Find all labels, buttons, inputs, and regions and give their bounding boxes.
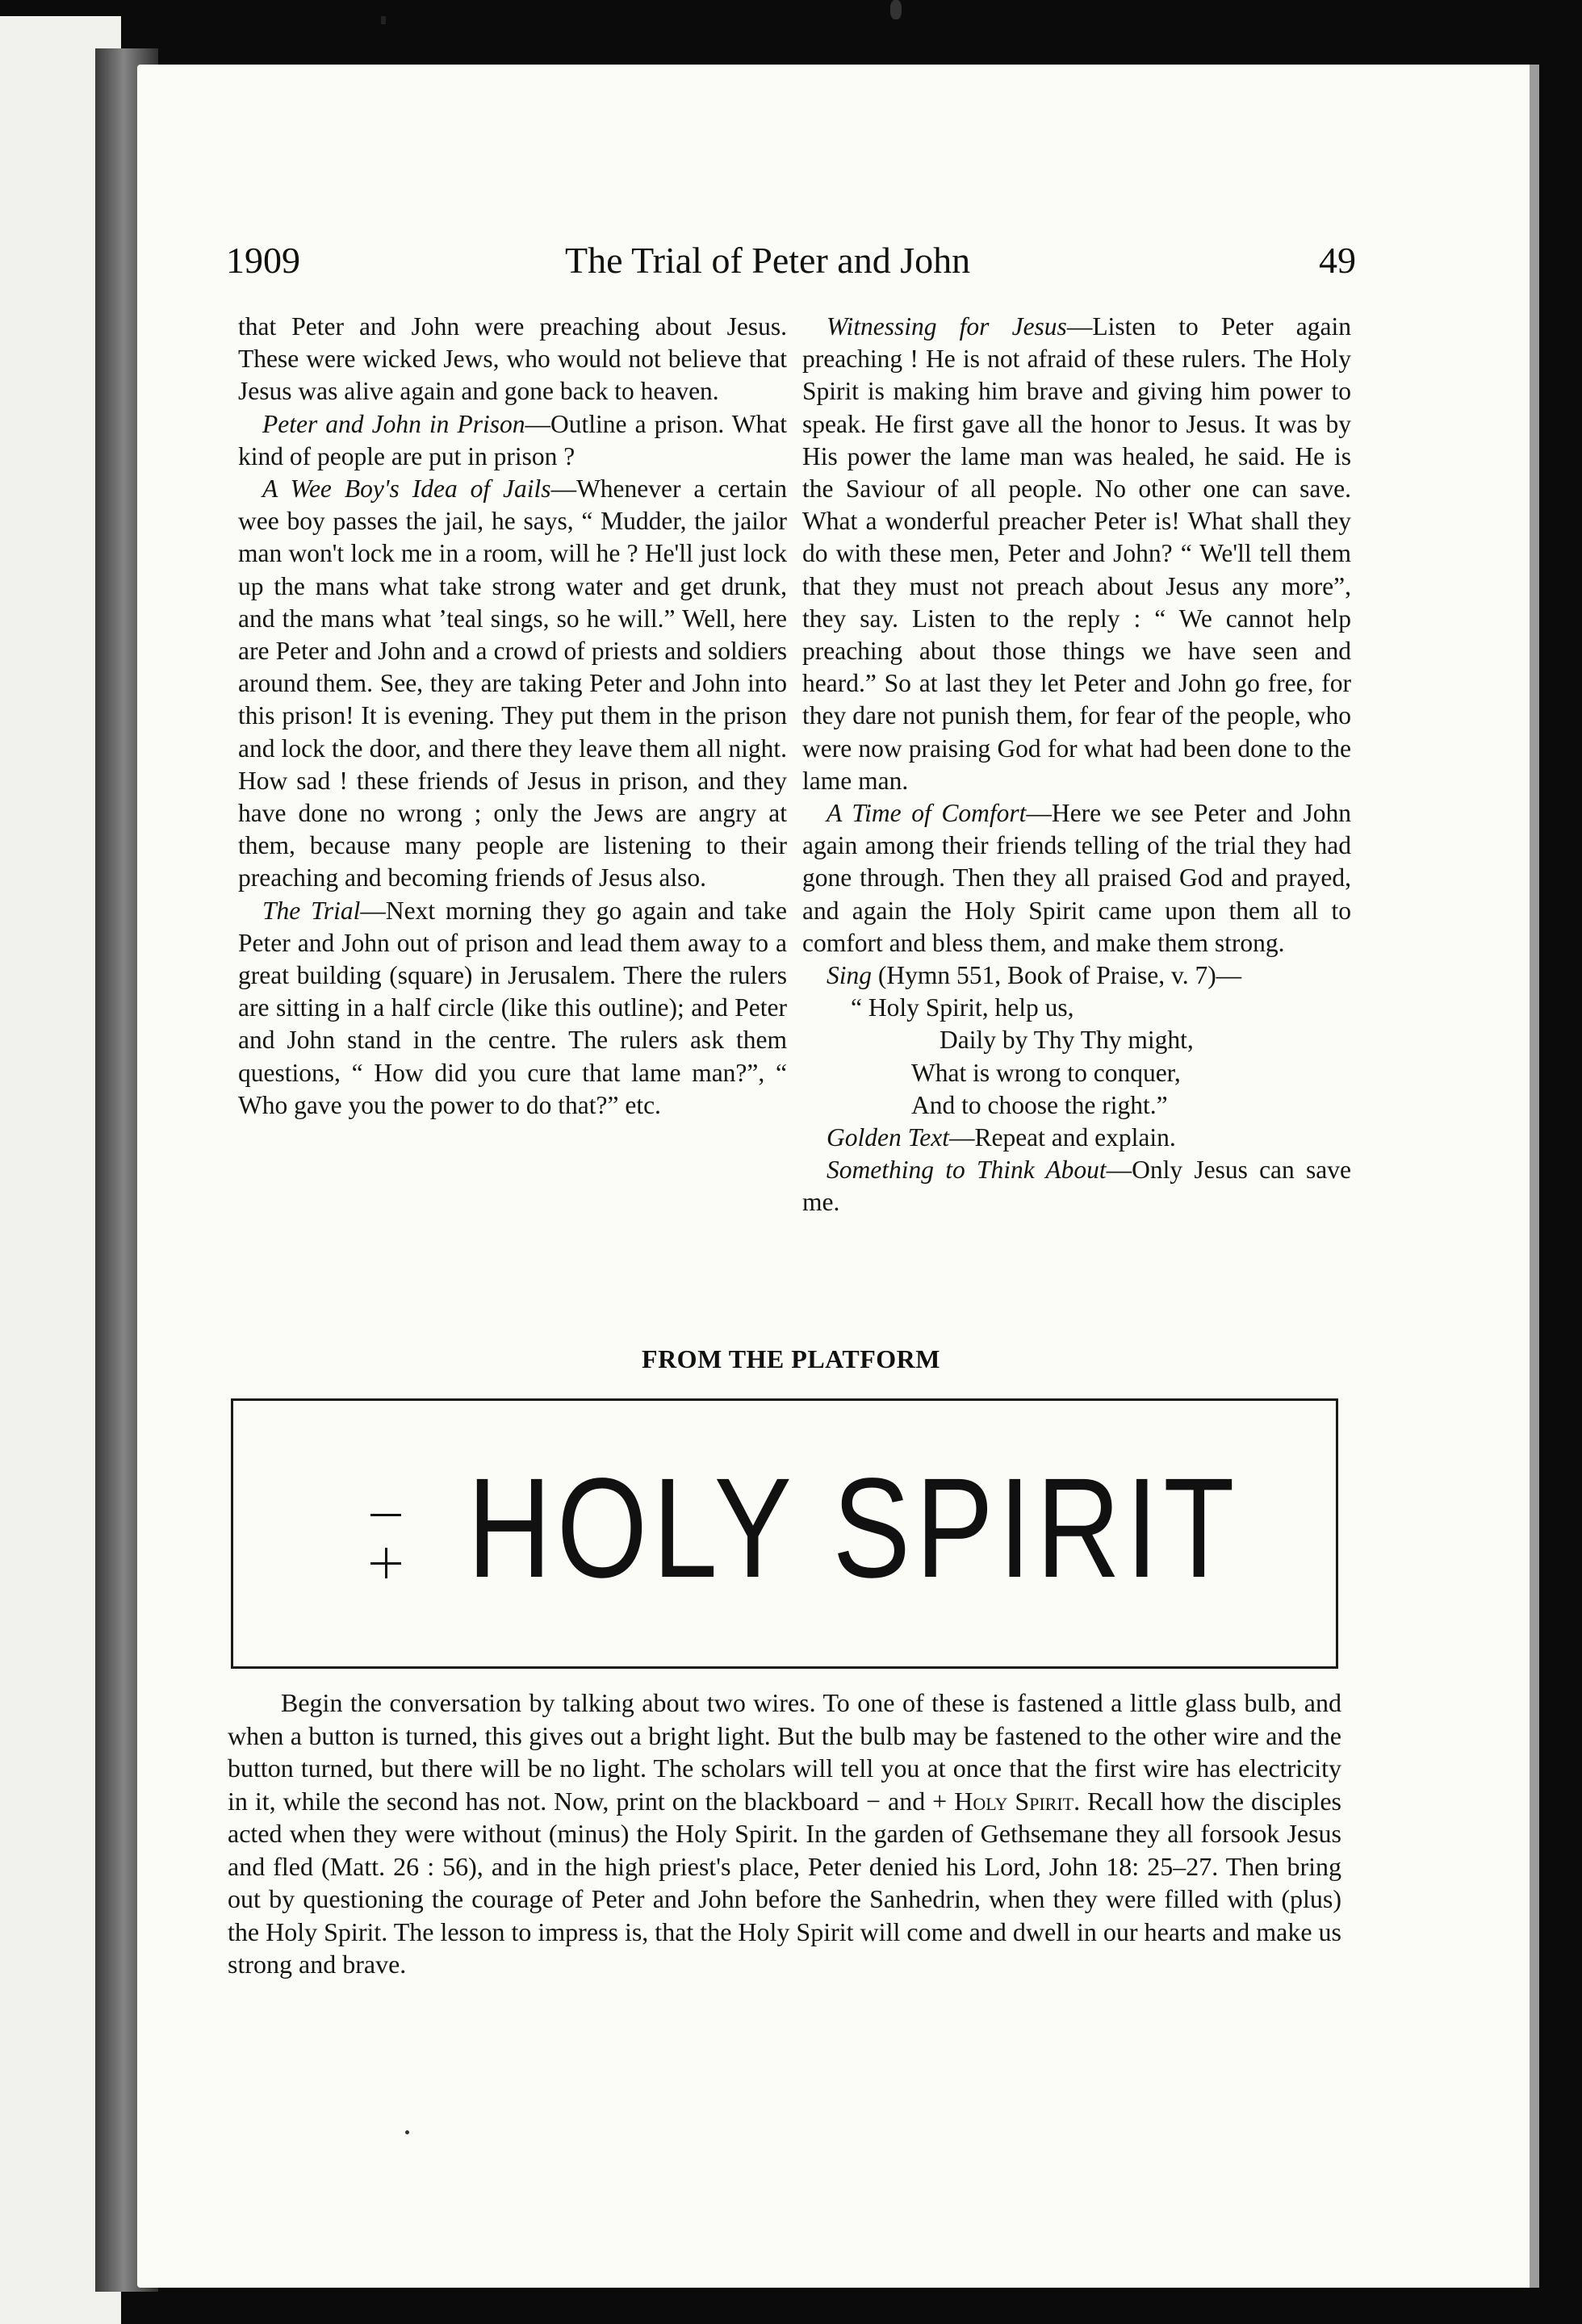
paragraph: A Time of Comfort—Here we see Peter and John again among their friends telling of the trial they had gone through. Then they all praised God and prayed, and again the Holy Spirit came upon them all to comfort and bless them, and make them strong.: [802, 799, 1351, 957]
left-column: [238, 311, 787, 1122]
blackboard-box: [231, 1398, 1338, 1669]
right-column: [802, 311, 1351, 1219]
page-number: 49: [1319, 240, 1356, 281]
page-edge-shadow: [1530, 65, 1539, 2288]
paragraph: Witnessing for Jesus—Listen to Peter again preaching ! He is not afraid of these rulers. The Holy Spirit is making him brave and giving him power to speak. He first gave all the honor to Jesus. It was by His power the lame man was healed, he said. He is the Saviour of all people. No other one can save. What a wonderful preacher Peter is! What shall they do with these men, Peter and John? “ We'll tell them that they must not preach about Jesus any more”, they say. Listen to the reply : “ We cannot help preaching about those things we have seen and heard.” So at last they let Peter and John go free, for they dare not punish them, for fear of the people, who were now praising God for what had been done to the lame man.: [802, 312, 1351, 795]
header-title: The Trial of Peter and John: [565, 240, 971, 281]
hymn-verse: [802, 992, 1351, 1122]
paragraph: A Wee Boy's Idea of Jails—Whenever a certain wee boy passes the jail, he says, “ Mudder, the jailor man won't lock me in a room, will he ? He'll just lock up the mans what take strong water and get drunk, and the mans what ’teal sings, so he will.” Well, here are Peter and John and a crowd of priests and soldiers around them. See, they are taking Peter and John into this prison! It is evening. They put them in the prison and lock the door, and there they leave them all night. How sad ! these friends of Jesus in prison, and they have done no wrong ; only the Jews are angry at them, because many people are listening to their preaching and becoming friends of Jesus also.: [238, 474, 787, 892]
section-heading: Witnessing for Jesus: [827, 312, 1067, 341]
section-heading: A Wee Boy's Idea of Jails: [262, 474, 551, 504]
paragraph: Golden Text—Repeat and explain.: [827, 1123, 1176, 1152]
section-heading: The Trial: [262, 896, 361, 925]
scan-mark: [890, 0, 902, 19]
minus-sign: [370, 1514, 401, 1516]
plus-sign: [385, 1548, 387, 1578]
verse-line: “ Holy Spirit, help us,: [851, 993, 1074, 1022]
paragraph: Peter and John in Prison—Outline a prison. What kind of people are put in prison ?: [238, 409, 787, 470]
verse-line: Daily by Thy Thy might,: [940, 1026, 1194, 1055]
closing-paragraph: Begin the conversation by talking about two wires. To one of these is fastened a little glass bulb, and when a button is turned, this gives out a bright light. But the bulb may be fastened to the other wire and the button turned, but there will be no light. The scholars will tell you at once that the first wire has electricity in it, while the second has not. Now, print on the blackboard − and + Holy Spirit. Recall how the disciples acted when they were without (minus) the Holy Spirit. In the garden of Gethsemane they all forsook Jesus and fled (Matt. 26 : 56), and in the high priest's place, Peter denied his Lord, John 18: 25–27. Then bring out by questioning the courage of Peter and John before the Sanhedrin, when they were filled with (plus) the Holy Spirit. The lesson to impress is, that the Holy Spirit will come and dwell in our hearts and make us strong and brave.: [228, 1688, 1341, 1979]
header-year: 1909: [226, 240, 300, 281]
paragraph: Sing (Hymn 551, Book of Praise, v. 7)—: [827, 961, 1242, 990]
running-header: [226, 239, 1356, 287]
verse-line: And to choose the right.”: [911, 1090, 1168, 1119]
section-heading: Sing: [827, 961, 873, 990]
section-heading: Something to Think About: [827, 1156, 1107, 1185]
verse-line: What is wrong to conquer,: [911, 1058, 1181, 1087]
minus-plus-signs: [362, 1506, 411, 1578]
section-heading: Peter and John in Prison: [262, 409, 525, 438]
blackboard-text: HOLY SPIRIT: [467, 1449, 1241, 1607]
ink-speck: [405, 2130, 409, 2134]
section-heading: A Time of Comfort: [827, 799, 1027, 828]
section-heading: Golden Text: [827, 1123, 949, 1152]
scan-mark: [381, 16, 386, 24]
small-caps-term: Holy Spirit: [954, 1786, 1074, 1816]
paragraph: The Trial—Next morning they go again and take Peter and John out of prison and lead them away to a great building (square) in Jerusalem. There the rulers are sitting in a half circle (like this outline); and Peter and John stand in the centre. The rulers ask them questions, “ How did you cure that lame man?”, “ Who gave you the power to do that?” etc.: [238, 896, 787, 1119]
platform-heading: FROM THE PLATFORM: [642, 1344, 940, 1373]
paragraph: Something to Think About—Only Jesus can save me.: [802, 1156, 1351, 1217]
paragraph: that Peter and John were preaching about Jesus. These were wicked Jews, who would not believe that Jesus was alive again and gone back to heaven.: [238, 312, 787, 406]
